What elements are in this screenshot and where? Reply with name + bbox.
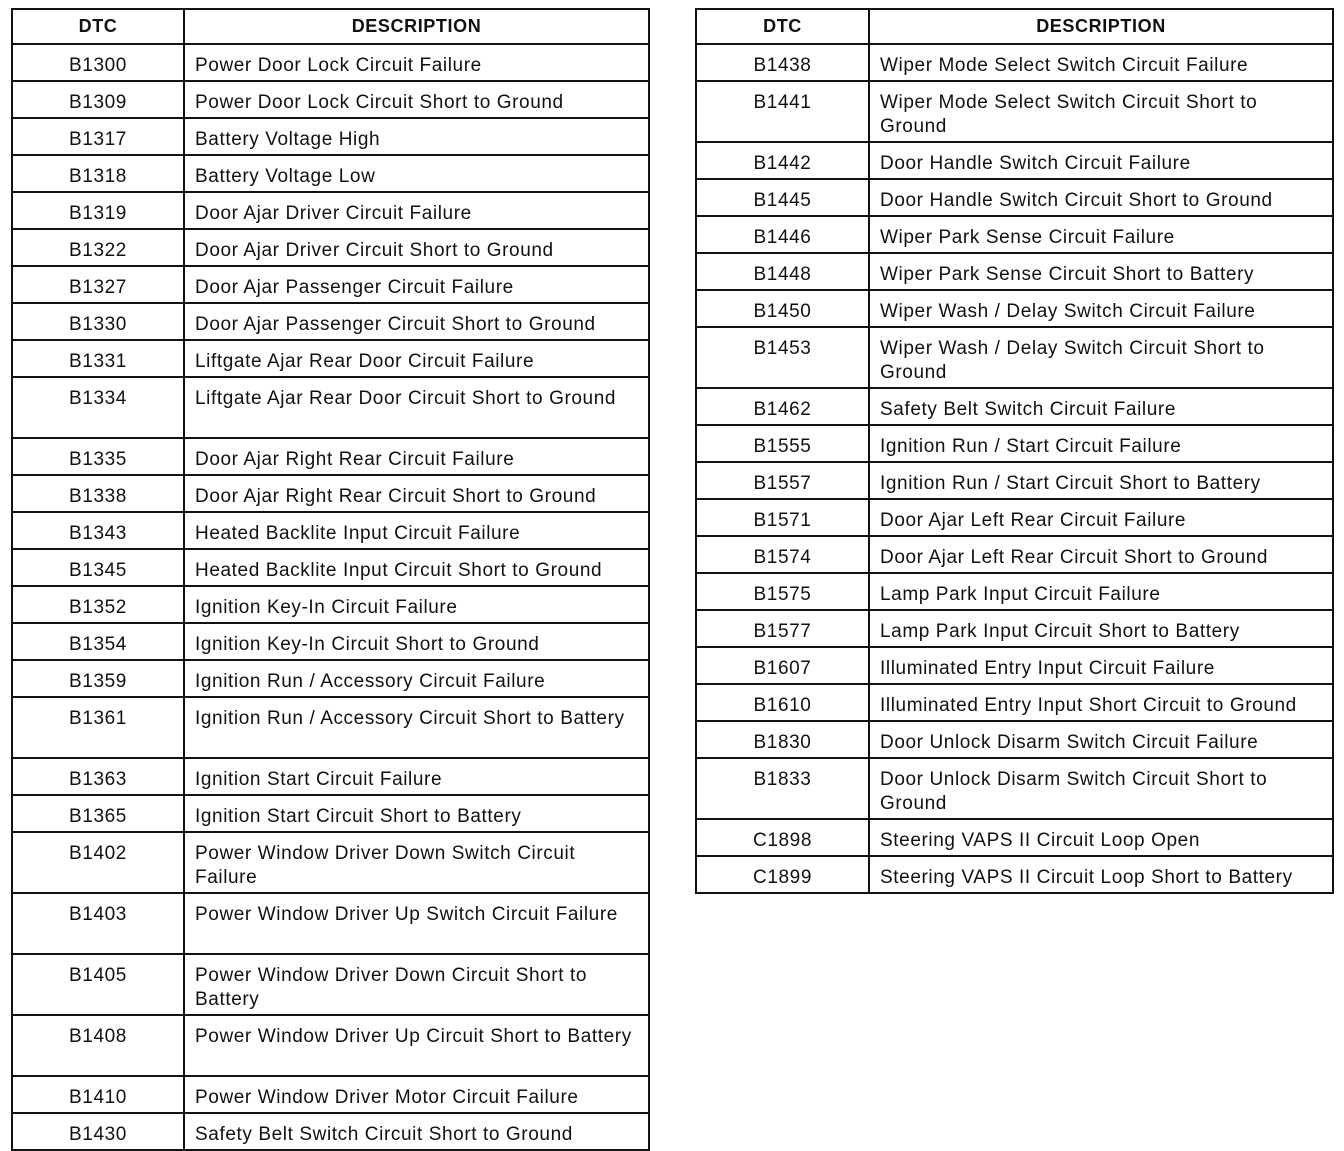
description-column-header: DESCRIPTION (184, 9, 649, 44)
description-column-header: DESCRIPTION (869, 9, 1333, 44)
table-row (12, 229, 649, 266)
table-row (696, 684, 1333, 721)
dtc-description: Heated Backlite Input Circuit Failure (184, 512, 649, 549)
dtc-code: B1403 (12, 893, 184, 954)
table-row (12, 660, 649, 697)
dtc-code: B1607 (696, 647, 869, 684)
table-row (12, 44, 649, 81)
dtc-description: Safety Belt Switch Circuit Short to Ground (184, 1113, 649, 1150)
table-row (696, 327, 1333, 388)
table-row (12, 1076, 649, 1113)
table-row (12, 623, 649, 660)
dtc-code: B1354 (12, 623, 184, 660)
table-row (696, 425, 1333, 462)
dtc-description: Door Unlock Disarm Switch Circuit Short to Ground (869, 758, 1333, 819)
table-row (12, 340, 649, 377)
table-row (696, 81, 1333, 142)
table-row (696, 388, 1333, 425)
dtc-code: B1833 (696, 758, 869, 819)
dtc-code: B1361 (12, 697, 184, 758)
table-row (696, 462, 1333, 499)
dtc-description: Wiper Wash / Delay Switch Circuit Short to Ground (869, 327, 1333, 388)
dtc-description: Wiper Park Sense Circuit Short to Battery (869, 253, 1333, 290)
table-row (12, 893, 649, 954)
dtc-description: Power Window Driver Motor Circuit Failure (184, 1076, 649, 1113)
dtc-description: Power Door Lock Circuit Short to Ground (184, 81, 649, 118)
dtc-code: B1408 (12, 1015, 184, 1076)
table-row (12, 438, 649, 475)
table-row (12, 1015, 649, 1076)
dtc-code: B1577 (696, 610, 869, 647)
dtc-code: B1830 (696, 721, 869, 758)
dtc-table-left (11, 8, 650, 1151)
dtc-code: B1359 (12, 660, 184, 697)
table-row (12, 266, 649, 303)
table-header-row (12, 9, 649, 44)
table-row (12, 81, 649, 118)
table-row (12, 586, 649, 623)
dtc-code: B1317 (12, 118, 184, 155)
dtc-code: B1300 (12, 44, 184, 81)
dtc-code: B1575 (696, 573, 869, 610)
dtc-code: B1442 (696, 142, 869, 179)
dtc-code: B1363 (12, 758, 184, 795)
table-row (12, 795, 649, 832)
table-row (12, 377, 649, 438)
table-row (12, 303, 649, 340)
dtc-description: Door Ajar Right Rear Circuit Failure (184, 438, 649, 475)
dtc-code: B1446 (696, 216, 869, 253)
dtc-description: Power Window Driver Up Switch Circuit Failure (184, 893, 649, 954)
dtc-description: Ignition Run / Accessory Circuit Failure (184, 660, 649, 697)
table-row (696, 610, 1333, 647)
dtc-table-right (695, 8, 1334, 894)
table-row (696, 216, 1333, 253)
dtc-code: B1334 (12, 377, 184, 438)
dtc-description: Door Handle Switch Circuit Short to Ground (869, 179, 1333, 216)
dtc-description: Wiper Park Sense Circuit Failure (869, 216, 1333, 253)
dtc-description: Ignition Key-In Circuit Failure (184, 586, 649, 623)
table-row (696, 179, 1333, 216)
dtc-code: C1899 (696, 856, 869, 893)
table-row (696, 721, 1333, 758)
table-row (12, 758, 649, 795)
dtc-code: B1309 (12, 81, 184, 118)
table-row (12, 954, 649, 1015)
dtc-code: B1462 (696, 388, 869, 425)
dtc-code: B1410 (12, 1076, 184, 1113)
dtc-description: Illuminated Entry Input Short Circuit to Ground (869, 684, 1333, 721)
dtc-column-header: DTC (696, 9, 869, 44)
dtc-code: B1338 (12, 475, 184, 512)
table-row (12, 697, 649, 758)
table-row (696, 253, 1333, 290)
dtc-code: B1445 (696, 179, 869, 216)
dtc-code: B1327 (12, 266, 184, 303)
dtc-code: B1365 (12, 795, 184, 832)
table-row (696, 647, 1333, 684)
dtc-description: Door Ajar Driver Circuit Short to Ground (184, 229, 649, 266)
dtc-code: C1898 (696, 819, 869, 856)
dtc-description: Ignition Key-In Circuit Short to Ground (184, 623, 649, 660)
dtc-code: B1345 (12, 549, 184, 586)
dtc-code: B1450 (696, 290, 869, 327)
dtc-description: Heated Backlite Input Circuit Short to Ground (184, 549, 649, 586)
dtc-code: B1405 (12, 954, 184, 1015)
dtc-code: B1610 (696, 684, 869, 721)
dtc-description: Door Ajar Passenger Circuit Short to Ground (184, 303, 649, 340)
dtc-description: Power Window Driver Down Switch Circuit Failure (184, 832, 649, 893)
table-row (12, 118, 649, 155)
dtc-description: Power Window Driver Down Circuit Short to Battery (184, 954, 649, 1015)
dtc-code: B1318 (12, 155, 184, 192)
table-row (696, 856, 1333, 893)
table-row (12, 155, 649, 192)
table-row (696, 499, 1333, 536)
table-row (696, 44, 1333, 81)
dtc-description: Ignition Run / Start Circuit Short to Battery (869, 462, 1333, 499)
dtc-description: Ignition Start Circuit Short to Battery (184, 795, 649, 832)
dtc-description: Lamp Park Input Circuit Failure (869, 573, 1333, 610)
table-row (12, 1113, 649, 1150)
dtc-code: B1574 (696, 536, 869, 573)
table-row (696, 290, 1333, 327)
dtc-description: Wiper Wash / Delay Switch Circuit Failure (869, 290, 1333, 327)
dtc-description: Ignition Run / Start Circuit Failure (869, 425, 1333, 462)
dtc-description: Door Ajar Left Rear Circuit Failure (869, 499, 1333, 536)
dtc-code: B1402 (12, 832, 184, 893)
dtc-description: Battery Voltage Low (184, 155, 649, 192)
dtc-description: Wiper Mode Select Switch Circuit Short to Ground (869, 81, 1333, 142)
table-row (696, 758, 1333, 819)
table-row (12, 512, 649, 549)
dtc-description: Steering VAPS II Circuit Loop Open (869, 819, 1333, 856)
dtc-description: Liftgate Ajar Rear Door Circuit Failure (184, 340, 649, 377)
dtc-code: B1441 (696, 81, 869, 142)
dtc-description: Door Ajar Driver Circuit Failure (184, 192, 649, 229)
table-row (12, 192, 649, 229)
dtc-code: B1322 (12, 229, 184, 266)
dtc-code: B1330 (12, 303, 184, 340)
dtc-code: B1430 (12, 1113, 184, 1150)
dtc-description: Safety Belt Switch Circuit Failure (869, 388, 1333, 425)
dtc-column-header: DTC (12, 9, 184, 44)
table-row (696, 573, 1333, 610)
dtc-description: Door Unlock Disarm Switch Circuit Failure (869, 721, 1333, 758)
dtc-code: B1453 (696, 327, 869, 388)
dtc-code: B1448 (696, 253, 869, 290)
dtc-description: Illuminated Entry Input Circuit Failure (869, 647, 1333, 684)
dtc-code: B1335 (12, 438, 184, 475)
dtc-code: B1438 (696, 44, 869, 81)
dtc-description: Door Ajar Left Rear Circuit Short to Ground (869, 536, 1333, 573)
dtc-description: Liftgate Ajar Rear Door Circuit Short to Ground (184, 377, 649, 438)
dtc-description: Door Ajar Passenger Circuit Failure (184, 266, 649, 303)
table-row (696, 536, 1333, 573)
dtc-description: Steering VAPS II Circuit Loop Short to Battery (869, 856, 1333, 893)
table-row (696, 142, 1333, 179)
dtc-code: B1343 (12, 512, 184, 549)
dtc-code: B1331 (12, 340, 184, 377)
dtc-description: Door Handle Switch Circuit Failure (869, 142, 1333, 179)
dtc-code: B1555 (696, 425, 869, 462)
dtc-description: Door Ajar Right Rear Circuit Short to Ground (184, 475, 649, 512)
dtc-description: Ignition Start Circuit Failure (184, 758, 649, 795)
dtc-description: Lamp Park Input Circuit Short to Battery (869, 610, 1333, 647)
dtc-code: B1319 (12, 192, 184, 229)
dtc-code: B1557 (696, 462, 869, 499)
table-row (12, 832, 649, 893)
table-row (12, 549, 649, 586)
dtc-description: Ignition Run / Accessory Circuit Short to Battery (184, 697, 649, 758)
dtc-code: B1352 (12, 586, 184, 623)
dtc-description: Battery Voltage High (184, 118, 649, 155)
dtc-description: Power Door Lock Circuit Failure (184, 44, 649, 81)
table-header-row (696, 9, 1333, 44)
table-row (696, 819, 1333, 856)
dtc-code: B1571 (696, 499, 869, 536)
table-row (12, 475, 649, 512)
dtc-description: Wiper Mode Select Switch Circuit Failure (869, 44, 1333, 81)
dtc-description: Power Window Driver Up Circuit Short to Battery (184, 1015, 649, 1076)
